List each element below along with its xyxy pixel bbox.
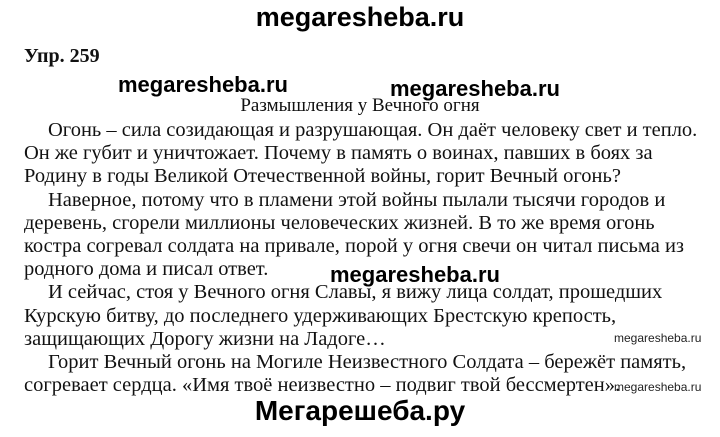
watermark-mid-left: megaresheba.ru xyxy=(118,72,288,97)
watermark-center: megaresheba.ru xyxy=(330,262,500,287)
text-line: Наверное, потому что в пламени этой войны пылали тысячи городов и xyxy=(48,188,666,211)
text-line: Горит Вечный огонь на Могиле Неизвестного Солдата – бережёт память, xyxy=(48,351,687,374)
exercise-number: Упр. 259 xyxy=(24,45,100,67)
watermark-small-right-1: megaresheba.ru xyxy=(614,331,702,345)
text-line: Курскую битву, до последнего удерживающих Брестскую крепость, xyxy=(24,304,617,327)
text-line: согревает сердца. «Имя твоё неизвестно – подвиг твой бессмертен». xyxy=(24,374,621,397)
text-line: И сейчас, стоя у Вечного огня Славы, я вижу лица солдат, прошедших xyxy=(48,281,663,304)
text-line: Огонь – сила созидающая и разрушающая. Он даёт человеку свет и тепло. xyxy=(48,119,698,141)
text-line: защищающих Дорогу жизни на Ладоге… xyxy=(24,327,386,350)
paragraph-4 xyxy=(24,351,704,397)
text-line: родного дома и писал ответ. xyxy=(24,258,269,281)
watermark-top: megaresheba.ru xyxy=(255,2,465,32)
text-line: деревень, сгорели миллионы человеческих жизней. В то же время огонь xyxy=(24,211,655,234)
paragraph-1 xyxy=(24,119,704,189)
watermark-small-right-2: megaresheba.ru xyxy=(614,380,702,394)
essay-title: Размышления у Вечного огня xyxy=(240,95,480,116)
watermark-bottom: Мегарешеба.ру xyxy=(254,395,466,426)
text-line: костра согревал солдата на привале, порой у огня свечи он читал письма из xyxy=(24,235,685,258)
watermark-mid-right: megaresheba.ru xyxy=(390,76,560,101)
paragraph-3 xyxy=(24,281,704,351)
essay-body xyxy=(24,119,704,397)
text-line: Родину в годы Великой Отечественной войны, горит Вечный огонь? xyxy=(24,165,621,188)
text-line: Он же губит и уничтожает. Почему в память о воинах, павших в боях за xyxy=(24,142,653,165)
